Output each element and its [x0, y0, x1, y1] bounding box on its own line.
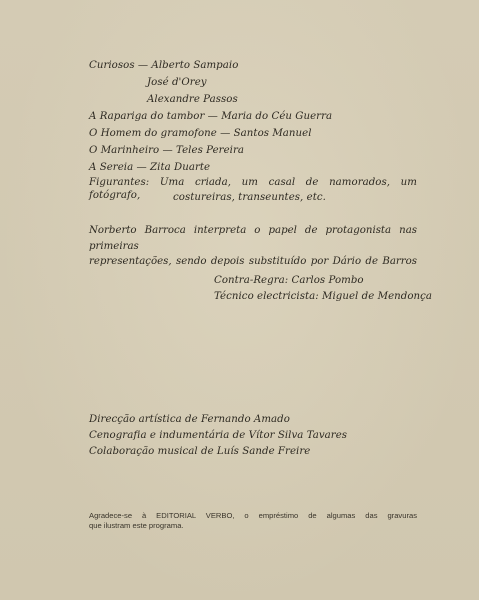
acknowledgement-line: Agradece-se à EDITORIAL VERBO, o empréstimo de algumas das gravuras — [89, 511, 417, 520]
credit-line: Colaboração musical de Luís Sande Freire — [89, 446, 311, 457]
credit-line: Cenografia e indumentária de Vítor Silva Tavares — [89, 430, 348, 441]
cast-line: costureiras, transeuntes, etc. — [173, 192, 326, 203]
note-line: representações, sendo depois substituído por Dário de Barros — [89, 256, 417, 267]
cast-line: Alexandre Passos — [147, 94, 238, 105]
crew-line: Técnico electricista: Miguel de Mendonça — [214, 291, 433, 302]
acknowledgement-line: que ilustram este programa. — [89, 521, 184, 530]
cast-line: Curiosos — Alberto Sampaio — [89, 60, 239, 71]
cast-line: José d'Orey — [147, 77, 207, 88]
crew-line: Contra-Regra: Carlos Pombo — [214, 275, 364, 286]
cast-line: O Marinheiro — Teles Pereira — [89, 145, 245, 156]
protagonist-note — [89, 223, 417, 270]
note-line: Norberto Barroca interpreta o papel de protagonista nas primeiras — [89, 225, 417, 252]
cast-line: Figurantes: Uma criada, um casal de namorados, um fotógrafo, — [89, 177, 417, 201]
acknowledgement — [89, 511, 417, 531]
cast-line: A Sereia — Zita Duarte — [89, 162, 211, 173]
cast-line: O Homem do gramofone — Santos Manuel — [89, 128, 312, 139]
cast-line: A Rapariga do tambor — Maria do Céu Guerra — [89, 111, 333, 122]
credit-line: Direcção artística de Fernando Amado — [89, 414, 290, 425]
